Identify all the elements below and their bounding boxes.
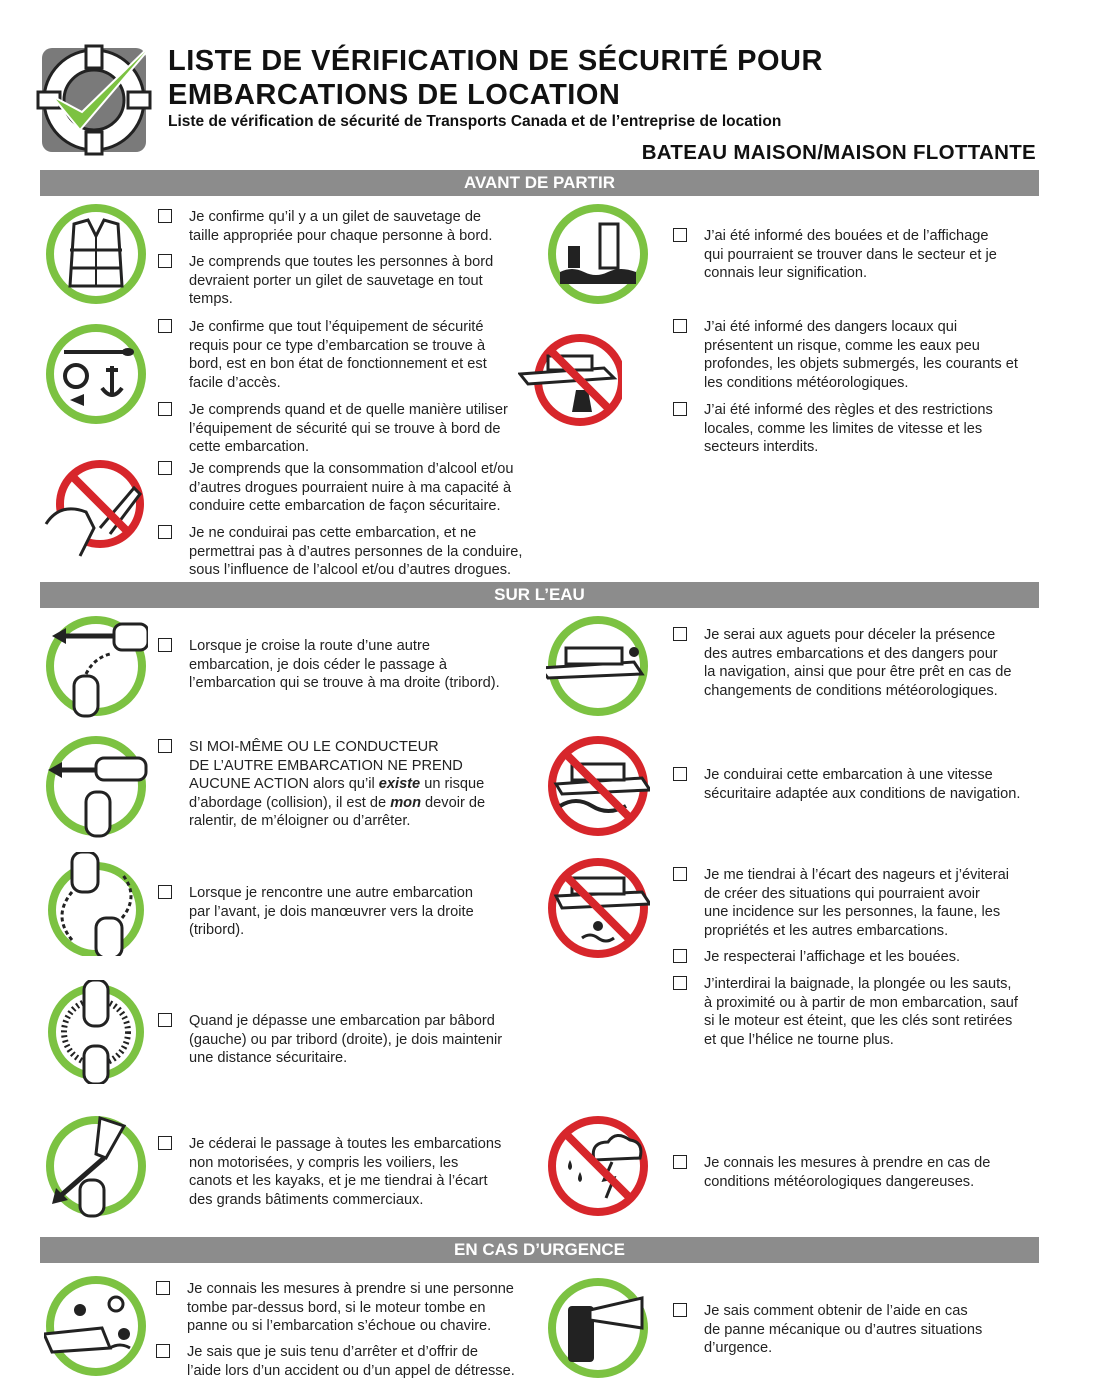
section-header-water: SUR L’EAU: [40, 582, 1039, 608]
checklist-item[interactable]: Quand je dépasse une embarcation par bâbord (gauche) ou par tribord (droite), je dois maintenir une distance sécuritaire.: [158, 1012, 538, 1068]
checklist-item[interactable]: Je me tiendrai à l’écart des nageurs et j’éviterai de créer des situations qui pourraient avoir une incidence sur les personnes, la faune, les propriétés et les autres embarcations.: [673, 866, 1043, 940]
checklist-item[interactable]: Je sais comment obtenir de l’aide en cas de panne mécanique ou d’autres situations d’urgence.: [673, 1302, 1043, 1358]
checkbox[interactable]: [158, 209, 172, 223]
no-alcohol-icon: [40, 458, 144, 562]
checkbox[interactable]: [158, 1136, 172, 1150]
checkbox[interactable]: [673, 767, 687, 781]
air-horn-icon: [546, 1276, 650, 1380]
checklist-item[interactable]: J’ai été informé des dangers locaux qui présentent un risque, comme les eaux peu profondes, les objets submergés, les courants et les conditions météorologiques.: [673, 318, 1043, 392]
checkbox[interactable]: [673, 949, 687, 963]
checkbox[interactable]: [158, 319, 172, 333]
dangerous-weather-icon: [546, 1114, 650, 1218]
collision-risk-icon: [44, 734, 148, 838]
buoys-icon: [546, 202, 650, 306]
checkbox[interactable]: [673, 402, 687, 416]
checkbox[interactable]: [158, 1013, 172, 1027]
checkbox[interactable]: [158, 739, 172, 753]
no-swimmers-wake-icon: [546, 856, 650, 960]
checklist-item[interactable]: Je serai aux aguets pour déceler la présence des autres embarcations et des dangers pour la navigation, ainsi que pour être prêt en cas de changements de conditions météorologiques.: [673, 626, 1043, 700]
checkbox[interactable]: [158, 254, 172, 268]
checkbox[interactable]: [158, 638, 172, 652]
checklist-item[interactable]: Lorsque je croise la route d’une autre embarcation, je dois céder le passage à l’embarcation qui se trouve à ma droite (tribord).: [158, 637, 538, 693]
rescue-overboard-icon: [44, 1274, 148, 1378]
checklist-item[interactable]: Je confirme que tout l’équipement de sécurité requis pour ce type d’embarcation se trouve à bord, est en bon état de fonctionnement et est facile d’accès.: [158, 318, 538, 392]
checklist-item[interactable]: Lorsque je rencontre une autre embarcation par l’avant, je dois manœuvrer vers la droite (tribord).: [158, 884, 538, 940]
page-subtitle: Liste de vérification de sécurité de Transports Canada et de l’entreprise de location: [168, 113, 782, 130]
lookout-icon: [546, 614, 650, 718]
checklist-item[interactable]: Je comprends que la consommation d’alcool et/ou d’autres drogues pourraient nuire à ma capacité à conduire cette embarcation de façon sécuritaire.: [158, 460, 538, 516]
checklist-item[interactable]: J’ai été informé des bouées et de l’affichage qui pourraient se trouver dans le secteur et je connais leur signification.: [673, 227, 1043, 283]
crossing-situation-icon: [44, 614, 148, 718]
checklist-item[interactable]: J’ai été informé des règles et des restrictions locales, comme les limites de vitesse et les secteurs interdits.: [673, 401, 1043, 457]
checkbox[interactable]: [673, 627, 687, 641]
checkbox[interactable]: [673, 1303, 687, 1317]
checklist-item[interactable]: Je sais que je suis tenu d’arrêter et d’offrir de l’aide lors d’un accident ou d’un appel de détresse.: [156, 1343, 556, 1380]
checklist-item[interactable]: J’interdirai la baignade, la plongée ou les sauts, à proximité ou à partir de mon embarcation, sauf si le moteur est éteint, que les clés sont retirées et que l’hélice ne tourne plus.: [673, 975, 1043, 1049]
lifejacket-icon: [44, 202, 148, 306]
give-way-non-motorized-icon: [44, 1114, 148, 1218]
checkbox[interactable]: [158, 885, 172, 899]
page-title: LISTE DE VÉRIFICATION DE SÉCURITÉ POUR EMBARCATIONS DE LOCATION: [168, 45, 823, 111]
checklist-item[interactable]: Je céderai le passage à toutes les embarcations non motorisées, y compris les voiliers, les canots et les kayaks, et je me tiendrai à l’écart des grands bâtiments commerciaux.: [158, 1135, 538, 1209]
checklist-item[interactable]: Je respecterai l’affichage et les bouées.: [673, 948, 1043, 967]
section-header-emergency: EN CAS D’URGENCE: [40, 1237, 1039, 1263]
checkbox[interactable]: [673, 867, 687, 881]
checkbox[interactable]: [673, 319, 687, 333]
checklist-item[interactable]: Je comprends que toutes les personnes à bord devraient porter un gilet de sauvetage en tout temps.: [158, 253, 538, 309]
checklist-item[interactable]: Je conduirai cette embarcation à une vitesse sécuritaire adaptée aux conditions de navigation.: [673, 766, 1043, 803]
safety-checkmark-logo: [32, 34, 164, 156]
checklist-item[interactable]: Je ne conduirai pas cette embarcation, et ne permettrai pas à d’autres personnes de la conduire, sous l’influence de l’alcool et/ou d’autres drogues.: [158, 524, 538, 580]
checklist-item[interactable]: Je confirme qu’il y a un gilet de sauvetage de taille appropriée pour chaque personne à bord.: [158, 208, 538, 245]
checkbox[interactable]: [673, 228, 687, 242]
safety-equipment-icon: [44, 322, 148, 426]
checkbox[interactable]: [156, 1344, 170, 1358]
no-speeding-icon: [546, 734, 650, 838]
checkbox[interactable]: [158, 525, 172, 539]
checklist-item[interactable]: Je comprends quand et de quelle manière utiliser l’équipement de sécurité qui se trouve à bord de cette embarcation.: [158, 401, 538, 457]
checkbox[interactable]: [673, 1155, 687, 1169]
checkbox[interactable]: [673, 976, 687, 990]
head-on-situation-icon: [44, 852, 148, 956]
checklist-item[interactable]: SI MOI-MÊME OU LE CONDUCTEUR DE L’AUTRE EMBARCATION NE PREND AUCUNE ACTION alors qu’il existe un risque d’abordage (collision), il est de mon devoir de ralentir, de m’éloigner ou d’arrêter.: [158, 738, 538, 831]
section-header-before: AVANT DE PARTIR: [40, 170, 1039, 196]
overtaking-icon: [44, 980, 148, 1084]
checklist-item[interactable]: Je connais les mesures à prendre en cas de conditions météorologiques dangereuses.: [673, 1154, 1043, 1191]
checkbox[interactable]: [158, 402, 172, 416]
checkbox[interactable]: [158, 461, 172, 475]
vessel-type-heading: BATEAU MAISON/MAISON FLOTTANTE: [641, 141, 1036, 164]
checklist-item[interactable]: Je connais les mesures à prendre si une personne tombe par-dessus bord, si le moteur tombe en panne ou si l’embarcation s’échoue ou chavire.: [156, 1280, 556, 1336]
checkbox[interactable]: [156, 1281, 170, 1295]
